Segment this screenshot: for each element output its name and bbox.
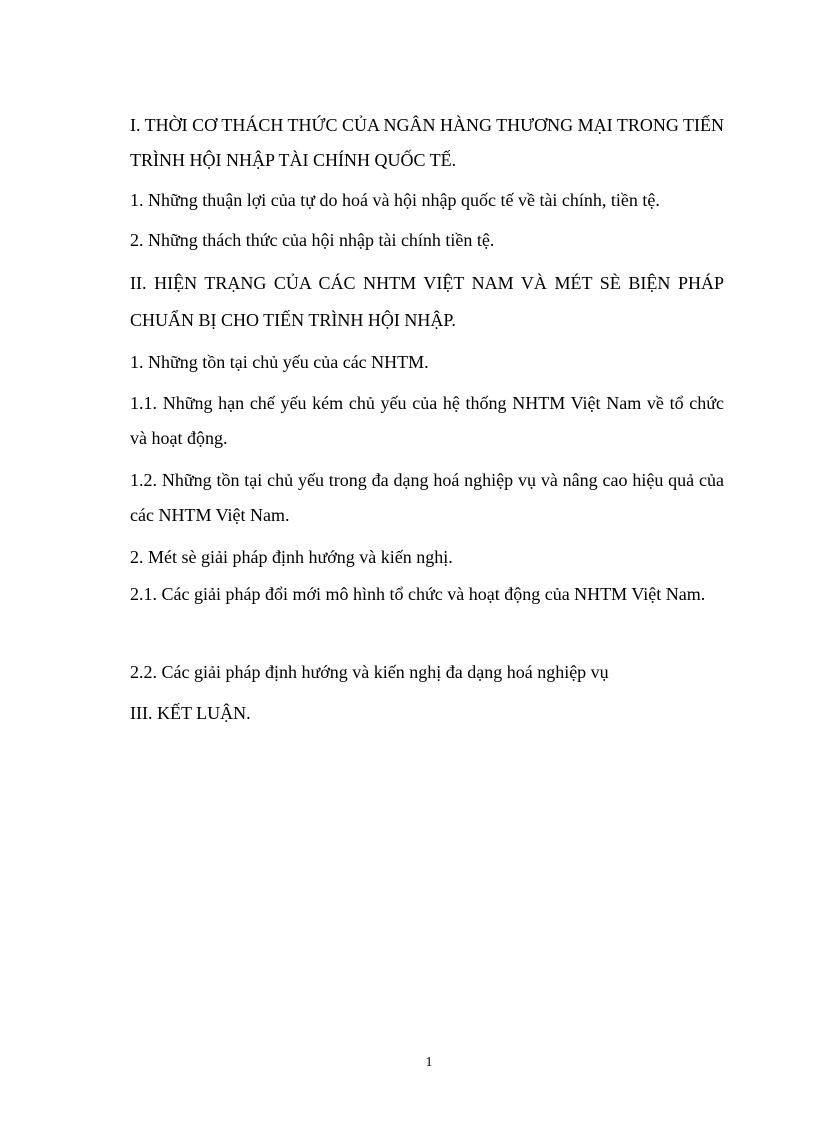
toc-item-2-1: 1. Những tồn tại chủ yếu của các NHTM. <box>130 352 429 372</box>
toc-item-2-1-2: 1.2. Những tồn tại chủ yếu trong đa dạng hoá nghiệp vụ và nâng cao hiệu quả của các NHTM Việt Nam. <box>130 470 724 525</box>
toc-item-1-1: 1. Những thuận lợi của tự do hoá và hội nhập quốc tế về tài chính, tiền tệ. <box>130 190 660 210</box>
toc-item-2-2-1: 2.1. Các giải pháp đổi mới mô hình tổ chức và hoạt động của NHTM Việt Nam. <box>130 584 706 604</box>
toc-item-2-2-2: 2.2. Các giải pháp định hướng và kiến nghị đa dạng hoá nghiệp vụ <box>130 662 609 682</box>
toc-heading-2: II. HIỆN TRẠNG CỦA CÁC NHTM VIỆT NAM VÀ MÉT SÈ BIỆN PHÁP CHUẨN BỊ CHO TIẾN TRÌNH HỘI NHẬP. <box>130 273 724 330</box>
toc-item-2-1-1: 1.1. Những hạn chế yếu kém chủ yếu của hệ thống NHTM Việt Nam về tổ chức và hoạt động. <box>130 393 724 448</box>
toc-item-1-2: 2. Những thách thức của hội nhập tài chính tiền tệ. <box>130 230 495 250</box>
toc-item-2-2: 2. Mét sè giải pháp định hướng và kiến nghị. <box>130 547 453 567</box>
page-number: 1 <box>425 1055 433 1070</box>
toc-heading-1: I. THỜI CƠ THÁCH THỨC CỦA NGÂN HÀNG THƯƠNG MẠI TRONG TIẾN TRÌNH HỘI NHẬP TÀI CHÍNH QUỐC TẾ. <box>130 115 724 170</box>
toc-heading-3: III. KẾT LUẬN. <box>130 703 251 723</box>
